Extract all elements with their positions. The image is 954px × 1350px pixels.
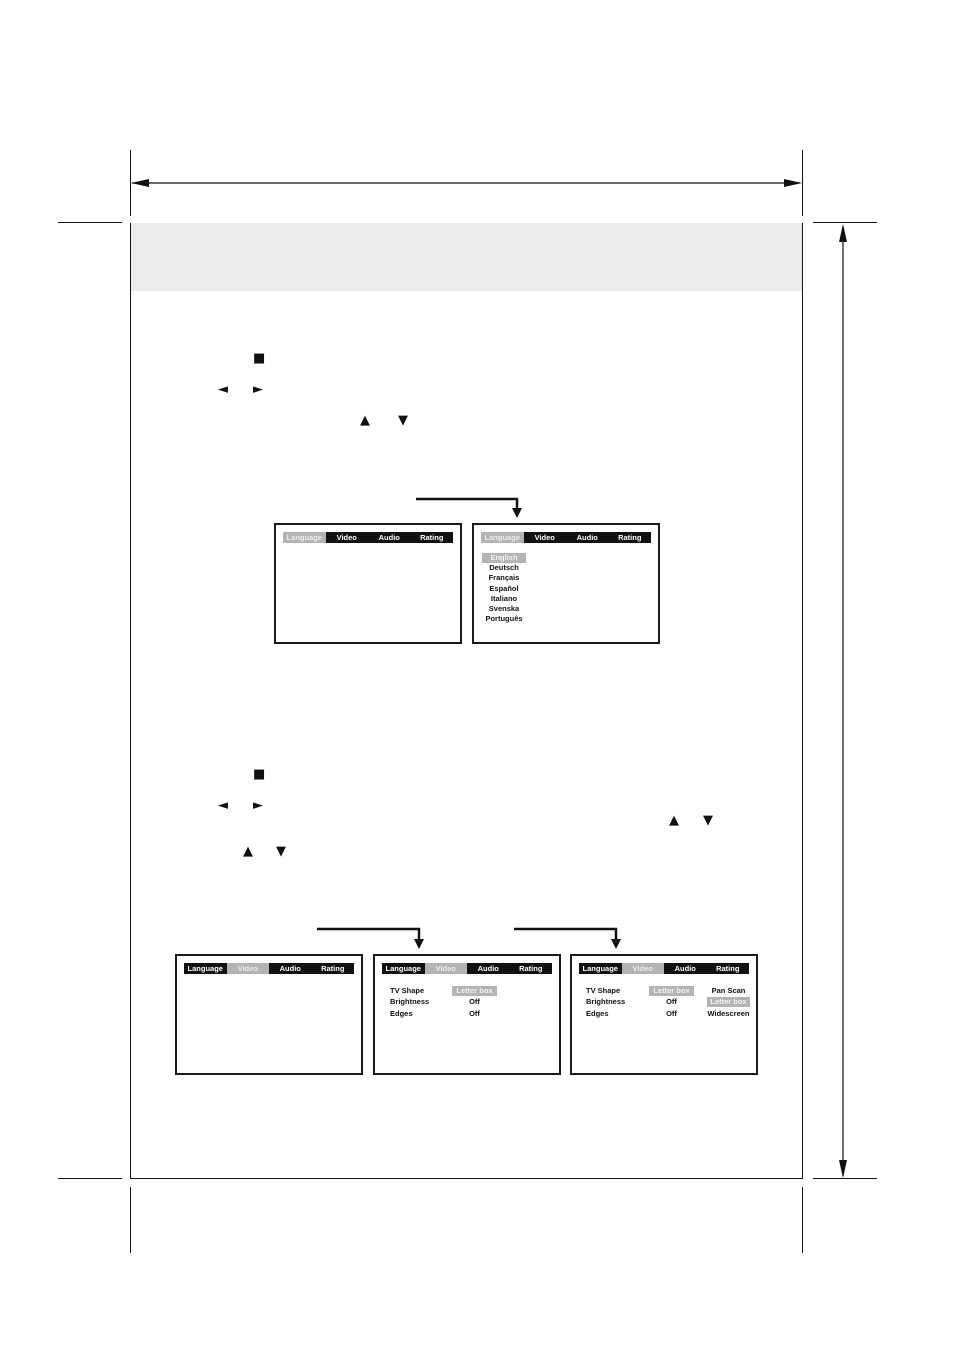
setting-value-tv-shape[interactable]: Letter box — [452, 986, 497, 996]
tab-rating[interactable]: Rating — [716, 964, 740, 973]
tab-audio[interactable]: Audio — [674, 964, 696, 973]
language-option-portugues[interactable]: Português — [485, 614, 523, 624]
tab-video[interactable]: Video — [534, 533, 555, 542]
setting-value-brightness[interactable]: Off — [469, 997, 480, 1006]
tab-video[interactable]: Video — [622, 963, 665, 974]
language-option-francais[interactable]: Français — [488, 573, 520, 583]
language-option-deutsch[interactable]: Deutsch — [489, 563, 519, 573]
language-option-english[interactable]: English — [482, 553, 526, 563]
osd-screen-tv-shape-options — [570, 954, 758, 1075]
setting-label-tv-shape: TV Shape — [390, 986, 425, 995]
tab-video[interactable]: Video — [227, 963, 270, 974]
tab-audio[interactable]: Audio — [576, 533, 598, 542]
setting-label-tv-shape: TV Shape — [586, 986, 621, 995]
setting-value-tv-shape[interactable]: Letter box — [649, 986, 694, 996]
stop-icon: ■ — [253, 767, 266, 782]
right-arrow-icon: ► — [253, 798, 263, 813]
setting-value-edges[interactable]: Off — [666, 1009, 677, 1018]
menu-bar — [184, 963, 354, 974]
tab-rating[interactable]: Rating — [420, 533, 444, 542]
tab-language[interactable]: Language — [481, 532, 524, 543]
tab-rating[interactable]: Rating — [321, 964, 345, 973]
language-option-espanol[interactable]: Español — [489, 583, 519, 593]
setting-label-edges: Edges — [586, 1009, 609, 1018]
up-arrow-icon: ▲ — [360, 413, 370, 428]
menu-bar — [579, 963, 749, 974]
osd-screen-video-settings — [373, 954, 561, 1075]
language-option-svenska[interactable]: Svenska — [488, 603, 520, 613]
down-arrow-icon: ▼ — [703, 813, 713, 828]
tab-video[interactable]: Video — [336, 533, 357, 542]
up-arrow-icon: ▲ — [669, 813, 679, 828]
left-arrow-icon: ◄ — [218, 382, 228, 397]
tab-language[interactable]: Language — [385, 964, 421, 973]
tab-rating[interactable]: Rating — [519, 964, 543, 973]
down-arrow-icon: ▼ — [276, 844, 286, 859]
stop-icon: ■ — [253, 351, 266, 366]
setting-label-brightness: Brightness — [390, 997, 430, 1006]
tab-language[interactable]: Language — [187, 964, 223, 973]
tv-shape-option-letter-box[interactable]: Letter box — [707, 997, 750, 1007]
setting-label-brightness: Brightness — [586, 997, 626, 1006]
setting-value-brightness[interactable]: Off — [666, 997, 677, 1006]
menu-bar — [382, 963, 552, 974]
tv-shape-option-pan-scan[interactable]: Pan Scan — [711, 986, 746, 995]
tab-audio[interactable]: Audio — [477, 964, 499, 973]
tab-audio[interactable]: Audio — [279, 964, 301, 973]
setting-label-edges: Edges — [390, 1009, 413, 1018]
tv-shape-option-widescreen[interactable]: Widescreen — [707, 1009, 750, 1018]
right-arrow-icon: ► — [253, 382, 263, 397]
down-arrow-icon: ▼ — [398, 413, 408, 428]
tab-audio[interactable]: Audio — [378, 533, 400, 542]
setting-value-edges[interactable]: Off — [469, 1009, 480, 1018]
tab-language[interactable]: Language — [283, 532, 326, 543]
language-option-italiano[interactable]: Italiano — [490, 593, 518, 603]
tab-video[interactable]: Video — [425, 963, 468, 974]
osd-screen-video — [175, 954, 363, 1075]
left-arrow-icon: ◄ — [218, 798, 228, 813]
tab-rating[interactable]: Rating — [618, 533, 642, 542]
up-arrow-icon: ▲ — [243, 844, 253, 859]
tab-language[interactable]: Language — [582, 964, 618, 973]
